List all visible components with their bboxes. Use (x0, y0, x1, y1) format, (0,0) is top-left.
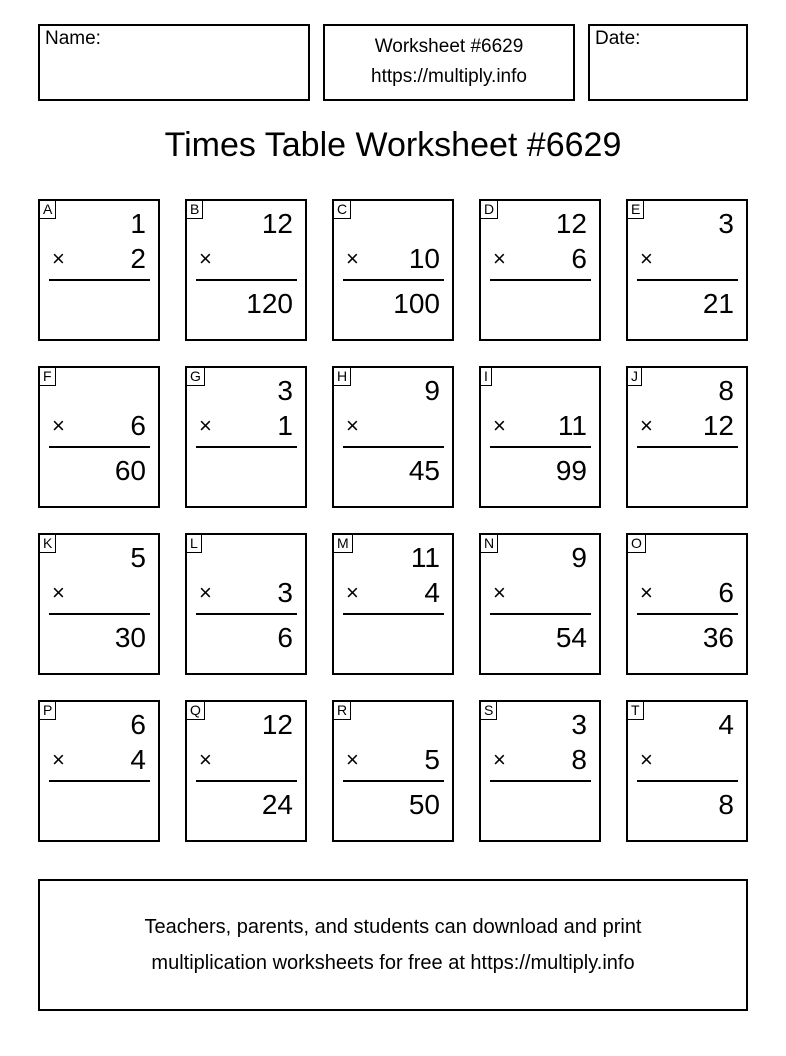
multiplicand: 3 (718, 208, 734, 239)
multiplier: 4 (130, 744, 146, 775)
product: 60 (114, 455, 146, 486)
answer-line (490, 279, 591, 281)
problem-cell (626, 533, 748, 675)
multiply-sign: × (346, 747, 359, 772)
product: 24 (261, 789, 293, 820)
multiplicand: 5 (130, 542, 146, 573)
page-title: Times Table Worksheet #6629 (164, 126, 622, 164)
footer-line-1: Teachers, parents, and students can download and print (144, 916, 642, 938)
multiplicand: 9 (424, 375, 440, 406)
multiply-sign: × (640, 580, 653, 605)
multiplicand: 12 (555, 208, 587, 239)
answer-line (196, 613, 297, 615)
answer-line (196, 446, 297, 448)
answer-line (637, 613, 738, 615)
problem-cell (479, 366, 601, 508)
problem-letter: O (627, 534, 646, 553)
product: 21 (702, 288, 734, 319)
answer-line (343, 446, 444, 448)
multiplier: 11 (557, 410, 587, 441)
multiplicand: 9 (571, 542, 587, 573)
problem-letter: K (39, 534, 56, 553)
problem-cell (185, 700, 307, 842)
multiply-sign: × (52, 246, 65, 271)
multiplier: 6 (718, 577, 734, 608)
multiplier: 12 (702, 410, 734, 441)
answer-line (637, 279, 738, 281)
problem-cell (479, 533, 601, 675)
multiplicand: 11 (410, 542, 440, 573)
problem-letter: A (39, 200, 56, 219)
multiply-sign: × (199, 246, 212, 271)
date-label: Date: (595, 28, 641, 49)
answer-line (490, 780, 591, 782)
problem-letter: F (39, 367, 56, 386)
multiplicand: 8 (718, 375, 734, 406)
answer-line (490, 446, 591, 448)
multiply-sign: × (346, 580, 359, 605)
problem-cell (185, 366, 307, 508)
answer-line (637, 446, 738, 448)
problem-cell (332, 199, 454, 341)
problem-cell (626, 366, 748, 508)
multiply-sign: × (493, 747, 506, 772)
problem-cell (332, 700, 454, 842)
footer-line-2: multiplication worksheets for free at https://multiply.info (151, 952, 635, 974)
product: 6 (277, 622, 293, 653)
multiply-sign: × (199, 747, 212, 772)
problem-cell (626, 199, 748, 341)
problem-letter: P (39, 701, 56, 720)
multiply-sign: × (640, 413, 653, 438)
problem-cell (479, 700, 601, 842)
multiplier: 3 (277, 577, 293, 608)
multiplier: 2 (130, 243, 146, 274)
name-box (38, 24, 310, 101)
multiplicand: 4 (718, 709, 734, 740)
multiply-sign: × (346, 413, 359, 438)
problem-cell (332, 366, 454, 508)
product: 36 (702, 622, 734, 653)
product: 8 (718, 789, 734, 820)
product: 54 (555, 622, 587, 653)
multiplier: 4 (424, 577, 440, 608)
multiplier: 6 (130, 410, 146, 441)
answer-line (343, 780, 444, 782)
problem-letter: R (333, 701, 351, 720)
answer-line (343, 279, 444, 281)
worksheet-id-box (323, 24, 575, 101)
answer-line (196, 780, 297, 782)
answer-line (49, 279, 150, 281)
problem-cell (332, 533, 454, 675)
problem-letter: L (186, 534, 202, 553)
multiply-sign: × (199, 413, 212, 438)
multiplier: 6 (571, 243, 587, 274)
problem-letter: E (627, 200, 644, 219)
multiplicand: 12 (261, 208, 293, 239)
multiply-sign: × (493, 246, 506, 271)
multiply-sign: × (493, 413, 506, 438)
problem-letter: M (333, 534, 353, 553)
problem-letter: G (186, 367, 205, 386)
product: 99 (555, 455, 587, 486)
date-box (588, 24, 748, 101)
multiplicand: 12 (261, 709, 293, 740)
product: 30 (114, 622, 146, 653)
multiplier: 5 (424, 744, 440, 775)
product: 50 (408, 789, 440, 820)
multiplier: 10 (408, 243, 440, 274)
problem-cell (38, 366, 160, 508)
multiply-sign: × (52, 413, 65, 438)
multiplicand: 3 (571, 709, 587, 740)
multiply-sign: × (493, 580, 506, 605)
multiply-sign: × (52, 747, 65, 772)
multiplier: 8 (571, 744, 587, 775)
multiply-sign: × (640, 246, 653, 271)
problem-letter: C (333, 200, 351, 219)
product: 120 (246, 288, 293, 319)
multiplicand: 6 (130, 709, 146, 740)
product: 45 (408, 455, 440, 486)
problem-cell (38, 199, 160, 341)
problem-letter: N (480, 534, 498, 553)
name-label: Name: (45, 28, 101, 49)
answer-line (637, 780, 738, 782)
footer-note (38, 879, 748, 1011)
multiplier: 1 (277, 410, 293, 441)
answer-line (49, 780, 150, 782)
answer-line (196, 279, 297, 281)
problem-letter: B (186, 200, 203, 219)
worksheet-url: https://multiply.info (371, 66, 527, 87)
problem-cell (479, 199, 601, 341)
problem-letter: Q (186, 701, 205, 720)
problem-letter: H (333, 367, 351, 386)
problem-cell (185, 533, 307, 675)
multiplicand: 1 (130, 208, 146, 239)
multiply-sign: × (640, 747, 653, 772)
problem-letter: T (627, 701, 644, 720)
problem-cell (38, 700, 160, 842)
problem-letter: D (480, 200, 498, 219)
problem-cell (185, 199, 307, 341)
worksheet-number: Worksheet #6629 (374, 36, 524, 57)
problem-letter: J (627, 367, 642, 386)
answer-line (343, 613, 444, 615)
multiply-sign: × (52, 580, 65, 605)
answer-line (49, 446, 150, 448)
multiplicand: 3 (277, 375, 293, 406)
multiply-sign: × (346, 246, 359, 271)
problem-letter: S (480, 701, 497, 720)
problem-cell (38, 533, 160, 675)
answer-line (49, 613, 150, 615)
product: 100 (393, 288, 440, 319)
problem-letter: I (480, 367, 492, 386)
problem-cell (626, 700, 748, 842)
answer-line (490, 613, 591, 615)
multiply-sign: × (199, 580, 212, 605)
